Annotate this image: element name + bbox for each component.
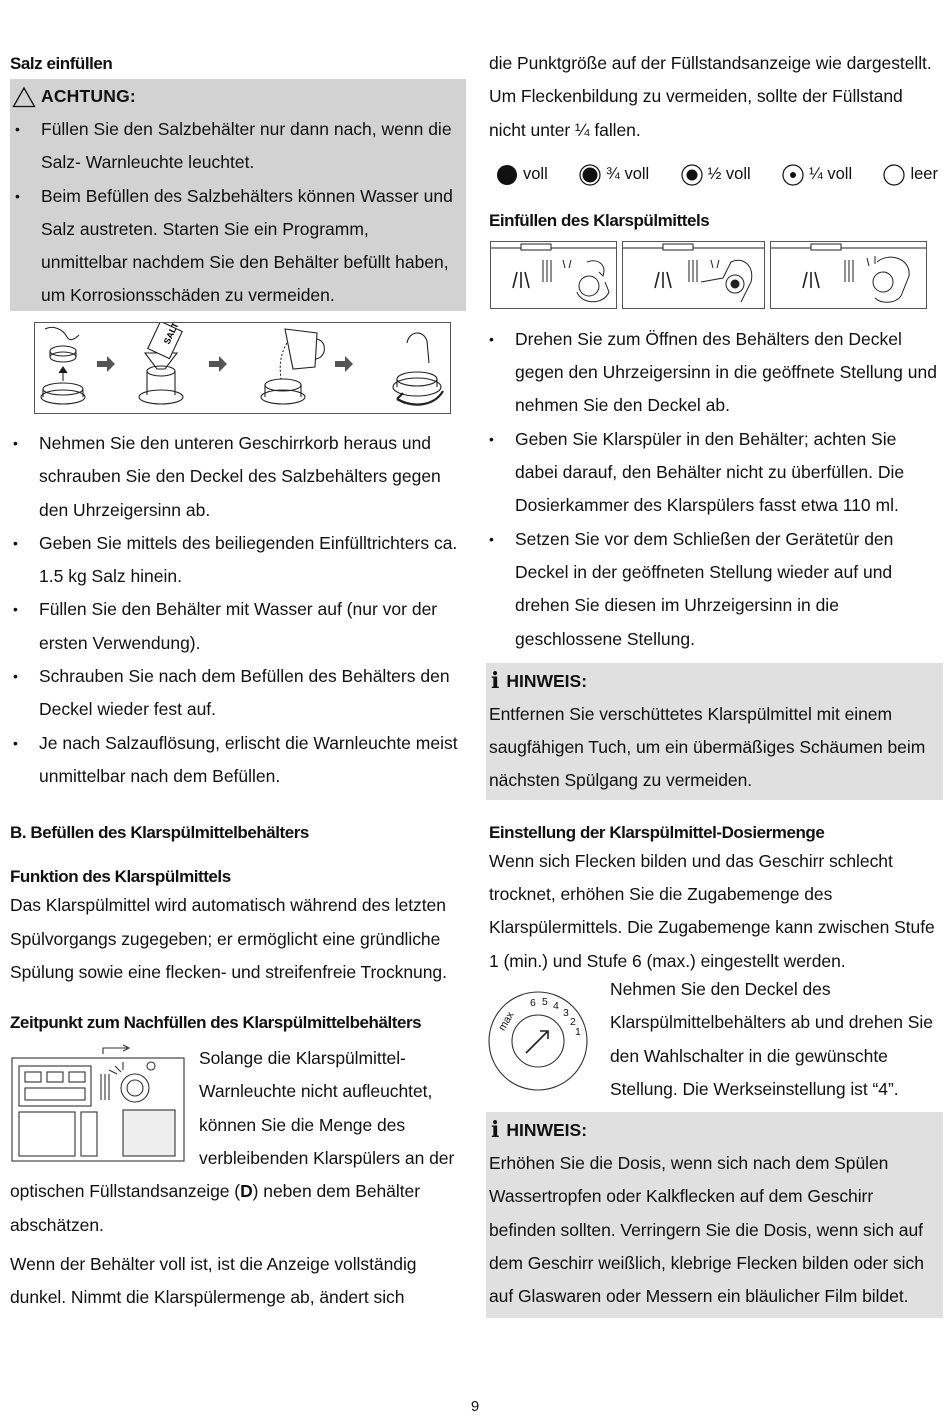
- arrow-right-icon: [97, 356, 115, 372]
- page-number: 9: [470, 1398, 480, 1415]
- empty-dot-icon: [883, 164, 905, 186]
- dial-label-max: max: [496, 1009, 517, 1033]
- list-item: • Je nach Salzauflösung, erlischt die Warnleuchte meist unmittelbar nach dem Befüllen.: [10, 727, 466, 794]
- list-item: • Nehmen Sie den unteren Geschirrkorb heraus und schrauben Sie den Deckel des Salzbehälters gegen den Uhrzeigersinn ab.: [10, 427, 466, 527]
- open-cap-figure: [490, 241, 617, 309]
- warning-list: [12, 113, 460, 313]
- svg-text:1: 1: [575, 1025, 581, 1038]
- svg-text:6: 6: [530, 996, 536, 1009]
- fill-level-full: voll: [496, 164, 548, 186]
- svg-text:4: 4: [553, 999, 559, 1012]
- arrow-right-icon: [335, 356, 353, 372]
- list-item: • Beim Befüllen des Salzbehälters können Wasser und Salz austreten. Starten Sie ein Programm, unmittelbar nachdem Sie den Behälter befüllt haben, um Korrosionsschäden zu vermeiden.: [12, 180, 460, 313]
- salt-filling-figure: [34, 322, 451, 414]
- close-cap-figure: [770, 241, 927, 309]
- continued-paragraph: die Punktgröße auf der Füllstandsanzeige wie dargestellt. Um Fleckenbildung zu vermeiden, sollte der Füllstand nicht unter ¼ fallen.: [489, 53, 932, 140]
- list-item: • Drehen Sie zum Öffnen des Behälters den Deckel gegen den Uhrzeigersinn in die geöffnete Stellung und nehmen Sie den Deckel ab.: [486, 323, 943, 423]
- fill-level-indicator: [486, 157, 943, 193]
- full-paragraph: Wenn der Behälter voll ist, ist die Anzeige vollständig dunkel. Nimmt die Klarspülermenge ab, ändert sich: [10, 1253, 417, 1308]
- screw-cap-drawing: [393, 333, 443, 405]
- svg-text:3: 3: [563, 1006, 569, 1019]
- svg-text:2: 2: [570, 1015, 576, 1028]
- note-2-title: i HINWEIS:: [489, 1114, 939, 1147]
- salt-heading: Salz einfüllen: [10, 54, 113, 73]
- refill-heading: Zeitpunkt zum Nachfüllen des Klarspülmittelbehälters: [10, 1013, 422, 1033]
- salt-pack-drawing: [139, 323, 183, 404]
- fill-rinse-aid-figure: [622, 241, 765, 309]
- warning-box: [10, 79, 466, 311]
- function-paragraph: Das Klarspülmittel wird automatisch während des letzten Spülvorgangs zugegeben; er ermöglicht eine gründliche Spülung sowie eine flecken- und streifenfreie Trocknung.: [10, 895, 447, 982]
- filling-steps-list: [486, 323, 943, 656]
- note-1-text: Entfernen Sie verschüttetes Klarspülmittel mit einem saugfähigen Tuch, um ein übermäßiges Schäumen beim nächsten Spülgang zu vermeiden.: [489, 703, 926, 791]
- list-item: • Füllen Sie den Salzbehälter nur dann nach, wenn die Salz- Warnleuchte leuchtet.: [12, 113, 460, 180]
- note-box-2: [486, 1112, 943, 1317]
- fill-level-empty: leer: [883, 164, 938, 186]
- dishwasher-door-illustration: [11, 1044, 185, 1162]
- half-dot-icon: [681, 164, 703, 186]
- left-column: [10, 50, 466, 1315]
- dosage-dial-icon: [486, 989, 590, 1093]
- note-box-1: [486, 663, 943, 800]
- list-item: • Geben Sie mittels des beiliegenden Einfülltrichters ca. 1.5 kg Salz hinein.: [10, 527, 466, 594]
- note-2-text: Erhöhen Sie die Dosis, wenn sich nach dem Spülen Wassertropfen oder Kalkflecken auf dem Geschirr befinden sollten. Verringern Sie die Dosis, wenn sich auf dem Geschirr weißlich, klebrige Flecken bilden oder sich auf Glaswaren oder Messern ein bläulicher Film bildet.: [489, 1153, 924, 1307]
- arrow-right-icon: [209, 356, 227, 372]
- list-item: • Geben Sie Klarspüler in den Behälter; achten Sie dabei darauf, den Behälter nicht zu überfüllen. Die Dosierkammer des Klarspülers fasst etwa 110 ml.: [486, 423, 943, 523]
- list-item: • Setzen Sie vor dem Schließen der Gerätetür den Deckel in der geöffneten Stellung wieder auf und drehen Sie diesen im Uhrzeigersinn in die geschlossene Stellung.: [486, 523, 943, 656]
- warning-triangle-icon: [12, 86, 36, 108]
- unscrew-cap-drawing: [41, 327, 85, 404]
- water-jug-drawing: [261, 329, 324, 404]
- salt-filling-illustration: [35, 323, 450, 413]
- warning-title: ACHTUNG:: [12, 80, 460, 113]
- info-icon: i: [491, 1117, 500, 1144]
- indicator-label-d: D: [240, 1181, 253, 1202]
- dial-block: [486, 978, 943, 1106]
- three-quarter-dot-icon: [579, 164, 601, 186]
- dosage-heading: Einstellung der Klarspülmittel-Dosiermenge: [489, 822, 825, 842]
- salt-steps-list: [10, 427, 466, 793]
- list-item: • Schrauben Sie nach dem Befüllen des Behälters den Deckel wieder fest auf.: [10, 660, 466, 727]
- svg-text:5: 5: [542, 995, 548, 1008]
- list-item: • Füllen Sie den Behälter mit Wasser auf (nur vor der ersten Verwendung).: [10, 593, 466, 660]
- refill-block: [10, 1042, 466, 1242]
- salt-label: SALT: [161, 323, 181, 346]
- function-heading: Funktion des Klarspülmittels: [10, 867, 231, 887]
- dosage-paragraph: Wenn sich Flecken bilden und das Geschirr schlecht trocknet, erhöhen Sie die Zugabemenge des Klarspülermittels. Die Zugabemenge kann zwischen Stufe 1 (min.) und Stufe 6 (max.) eingestellt werden.: [489, 850, 935, 971]
- dosage-dial-figure: [486, 983, 604, 1106]
- rinse-aid-filling-figures: [486, 241, 943, 309]
- refill-paragraph: Solange die Klarspülmittel-Warnleuchte nicht aufleuchtet, können Sie die Menge des verbleibenden Klarspülers an der optischen Füllstandsanzeige (D) neben dem Behälter abschätzen.: [10, 1048, 455, 1235]
- fill-level-half: ½ voll: [681, 164, 751, 186]
- dial-paragraph: Nehmen Sie den Deckel des Klarspülmittelbehälters ab und drehen Sie den Wahlschalter in die gewünschte Stellung. Die Werkseinstellung ist “4”.: [610, 978, 933, 1099]
- filling-heading: Einfüllen des Klarspülmittels: [489, 210, 710, 230]
- note-1-title: i HINWEIS:: [489, 665, 939, 698]
- right-column: [486, 50, 943, 1318]
- full-dot-icon: [496, 164, 518, 186]
- info-icon: i: [491, 667, 500, 694]
- fill-level-quarter: ¼ voll: [782, 164, 852, 186]
- quarter-dot-icon: [782, 164, 804, 186]
- section-b-heading: B. Befüllen des Klarspülmittelbehälters: [10, 823, 309, 843]
- fill-level-three-quarter: ¾ voll: [579, 164, 649, 186]
- dishwasher-door-figure: [11, 1044, 185, 1162]
